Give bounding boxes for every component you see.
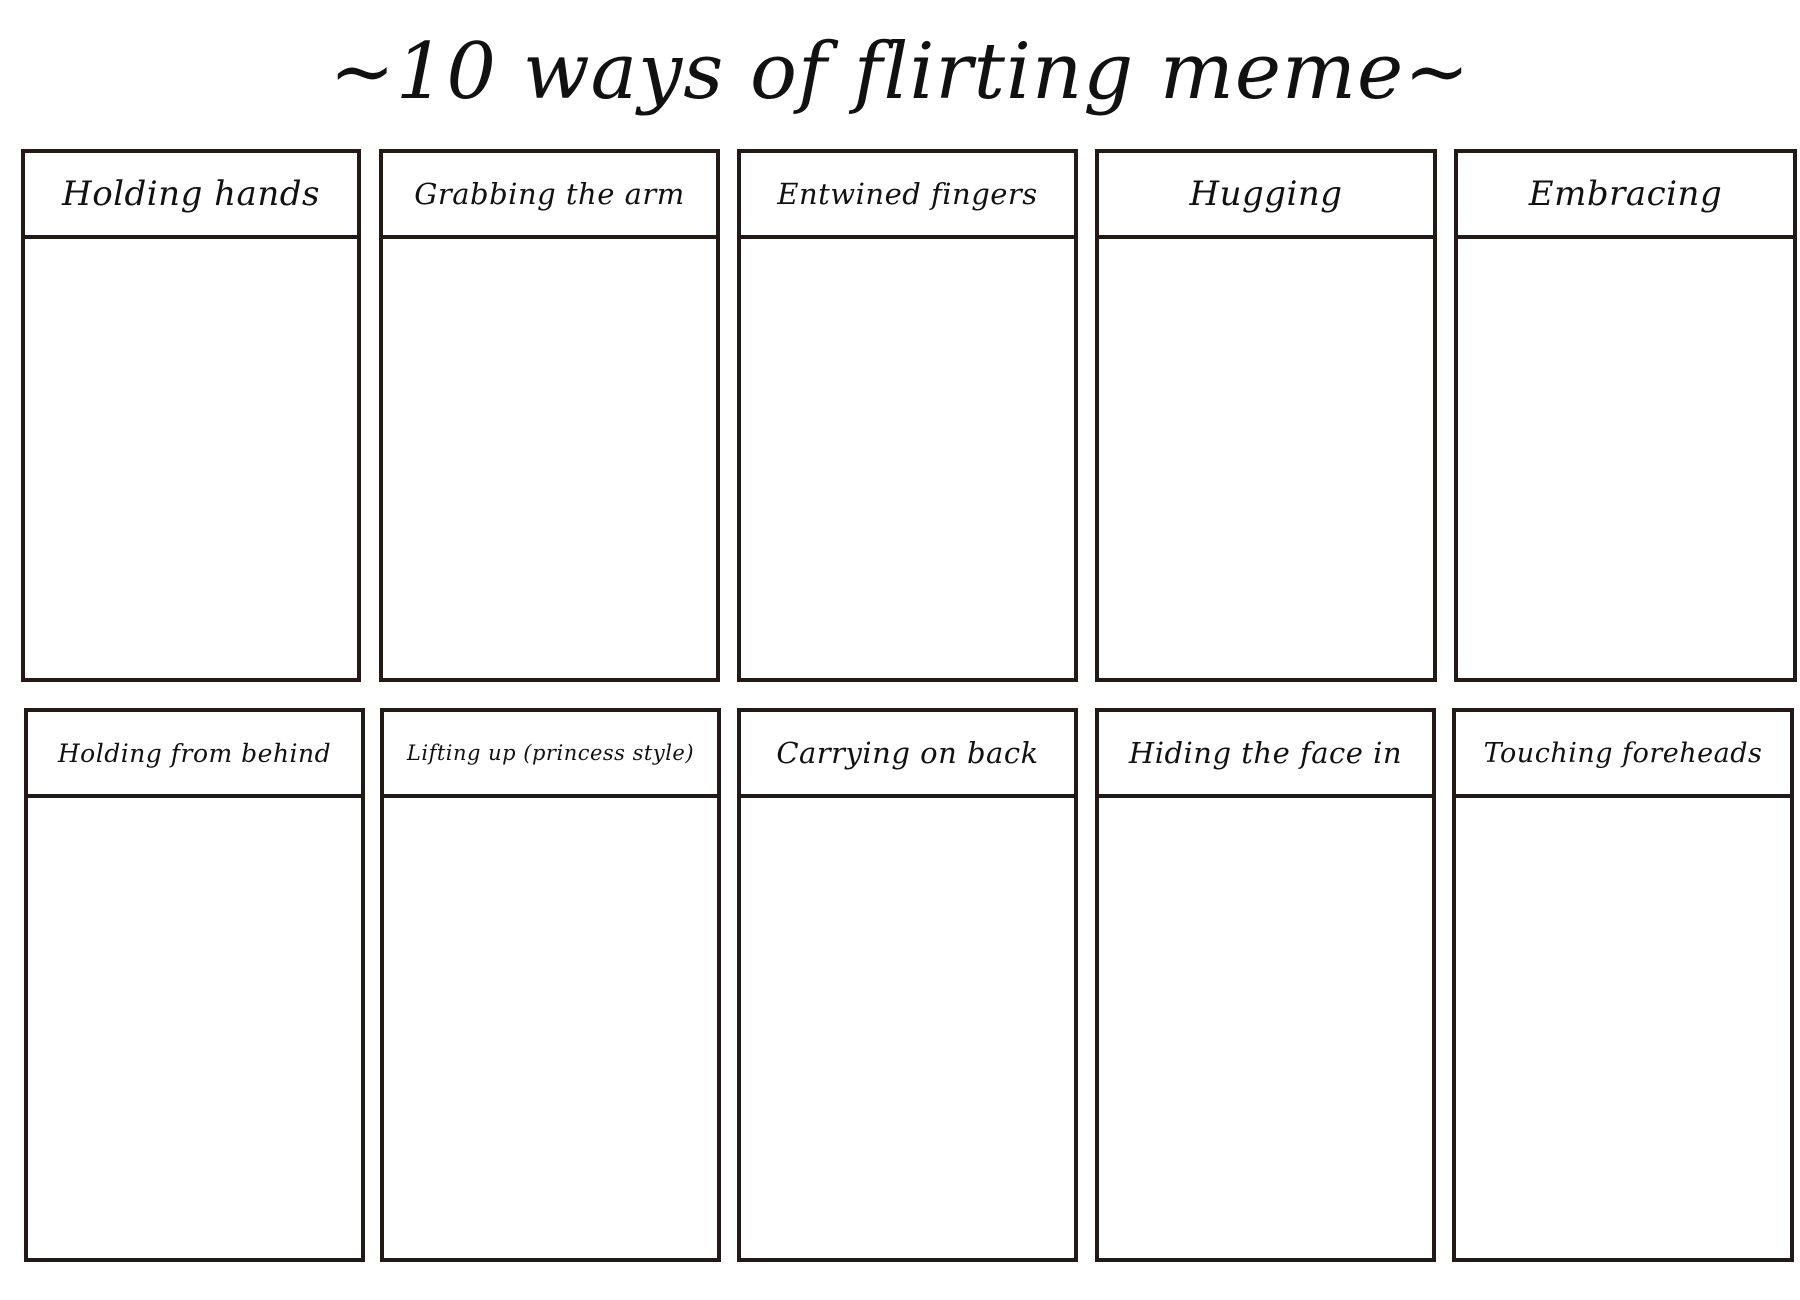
- panel-header: [1458, 153, 1793, 239]
- panel-grabbing-the-arm: [379, 149, 720, 682]
- panel-header: [383, 153, 716, 239]
- drawing-area: [25, 239, 357, 678]
- panel-header: [28, 712, 361, 798]
- panel-label: Entwined fingers: [777, 177, 1038, 211]
- panel-label: Carrying on back: [776, 736, 1039, 770]
- drawing-area: [384, 798, 717, 1258]
- panel-label: Holding from behind: [57, 738, 332, 768]
- panel-header: [1456, 712, 1790, 798]
- drawing-area: [383, 239, 716, 678]
- drawing-area: [1458, 239, 1793, 678]
- drawing-area: [1099, 239, 1433, 678]
- panel-embracing: [1454, 149, 1797, 682]
- panel-holding-from-behind: [24, 708, 365, 1262]
- panel-header: [741, 712, 1074, 798]
- panel-label: Touching foreheads: [1483, 737, 1763, 769]
- drawing-area: [1099, 798, 1432, 1258]
- panel-lifting-up: [380, 708, 721, 1262]
- panel-hiding-the-face-in: [1095, 708, 1436, 1262]
- panel-hugging: [1095, 149, 1437, 682]
- panel-label: Hiding the face in: [1128, 736, 1403, 770]
- drawing-area: [741, 239, 1074, 678]
- drawing-area: [28, 798, 361, 1258]
- panel-entwined-fingers: [737, 149, 1078, 682]
- drawing-area: [741, 798, 1074, 1258]
- panel-header: [1099, 153, 1433, 239]
- panel-label: Grabbing the arm: [414, 177, 685, 211]
- panel-touching-foreheads: [1452, 708, 1794, 1262]
- panel-header: [25, 153, 357, 239]
- panel-holding-hands: [21, 149, 361, 682]
- panel-header: [741, 153, 1074, 239]
- panel-label: Hugging: [1189, 174, 1343, 214]
- drawing-area: [1456, 798, 1790, 1258]
- panel-header: [1099, 712, 1432, 798]
- panel-label: Lifting up (princess style): [406, 741, 695, 765]
- panel-header: [384, 712, 717, 798]
- panel-label: Holding hands: [62, 174, 320, 214]
- panel-carrying-on-back: [737, 708, 1078, 1262]
- panel-label: Embracing: [1528, 174, 1723, 214]
- page-title: ~10 ways of flirting meme~: [329, 27, 1471, 117]
